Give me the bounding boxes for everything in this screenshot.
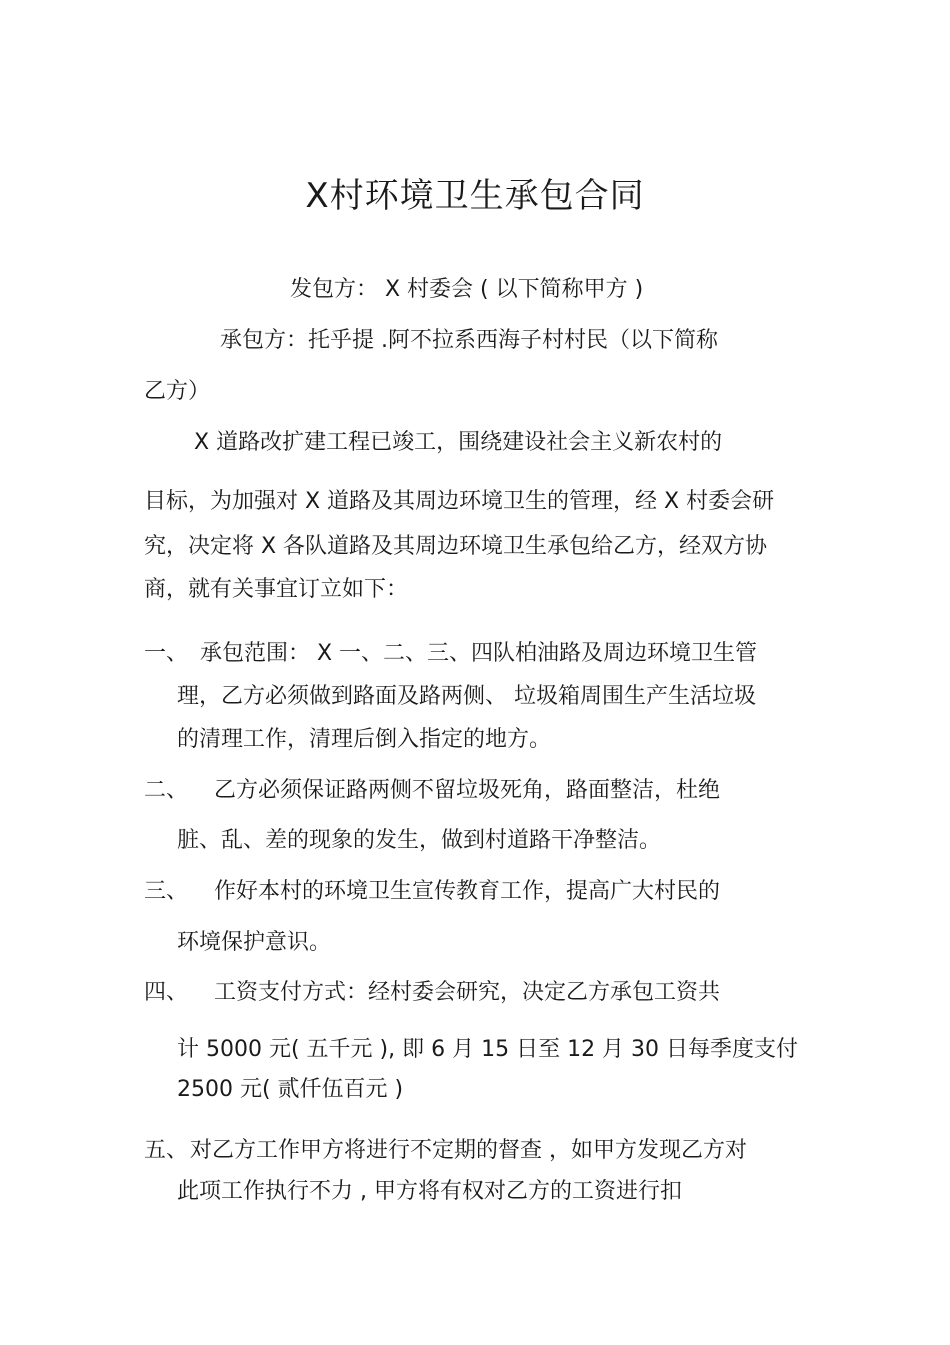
clause-1-line-3: 的清理工作，清理后倒入指定的地方。	[177, 727, 552, 752]
clause-4-number: 四、	[144, 980, 189, 1005]
clause-2-line-2: 脏、乱、差的现象的发生，做到村道路干净整洁。	[177, 828, 662, 853]
party-a-line: 发包方： X 村委会 ( 以下简称甲方 )	[290, 277, 644, 302]
clause-1-line-2: 理，乙方必须做到路面及路两侧、 垃圾箱周围生产生活垃圾	[177, 684, 756, 709]
clause-4-line-2: 计 5000 元( 五千元 ), 即 6 月 15 日至 12 月 30 日每季度支付	[177, 1037, 799, 1062]
clause-1-number: 一、	[144, 641, 189, 666]
party-b-line-1: 承包方：托乎提 .阿不拉系西海子村村民（以下简称	[220, 328, 718, 353]
clause-2-number: 二、	[144, 778, 189, 803]
clause-4-line-3: 2500 元( 贰仟伍百元 )	[177, 1077, 404, 1102]
intro-line-3: 究，决定将 X 各队道路及其周边环境卫生承包给乙方，经双方协	[144, 534, 768, 559]
clause-4-line-1: 工资支付方式：经村委会研究，决定乙方承包工资共	[214, 980, 721, 1005]
clause-1-line-1: 承包范围： X 一、二、三、四队柏油路及周边环境卫生管	[200, 641, 758, 666]
intro-line-2: 目标，为加强对 X 道路及其周边环境卫生的管理，经 X 村委会研	[144, 489, 775, 514]
clause-3-line-2: 环境保护意识。	[177, 930, 332, 955]
clause-5-line-2: 此项工作执行不力 , 甲方将有权对乙方的工资进行扣	[177, 1179, 682, 1204]
clause-3-line-1: 作好本村的环境卫生宣传教育工作，提高广大村民的	[214, 879, 721, 904]
clause-3-number: 三、	[144, 879, 189, 904]
intro-line-1: X 道路改扩建工程已竣工，围绕建设社会主义新农村的	[194, 430, 723, 455]
clause-2-line-1: 乙方必须保证路两侧不留垃圾死角，路面整洁，杜绝	[214, 778, 721, 803]
page-title: X村环境卫生承包合同	[305, 176, 645, 216]
clause-5-line-1: 对乙方工作甲方将进行不定期的督查 ，如甲方发现乙方对	[190, 1138, 747, 1163]
clause-5-number: 五、	[144, 1138, 189, 1163]
intro-line-4: 商，就有关事宜订立如下：	[144, 577, 409, 602]
party-b-line-2: 乙方）	[144, 379, 211, 404]
